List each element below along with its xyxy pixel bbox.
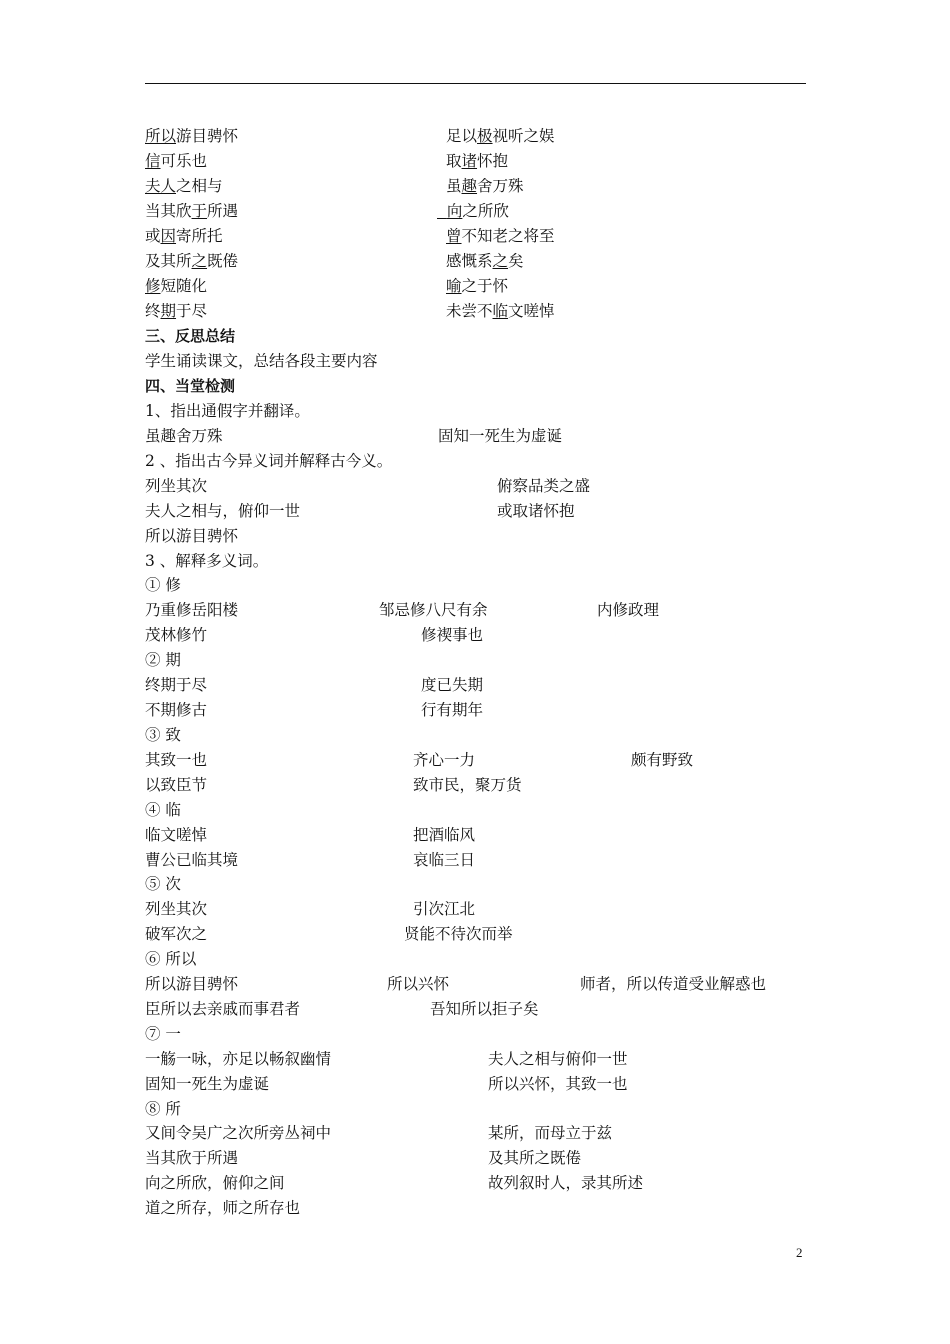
keyword: 趣: [461, 177, 478, 195]
keyword: 之: [191, 252, 208, 270]
keyword: 所以: [145, 127, 177, 145]
keyword: 之: [492, 252, 509, 270]
header-rule: [145, 83, 806, 84]
group-label: ⑥ 所以: [145, 950, 197, 968]
page-number: 2: [796, 1245, 803, 1260]
keyword: 临: [492, 302, 509, 320]
question-title: 2 、指出古今异义词并解释古今义。: [145, 452, 393, 470]
section-heading: 三、反思总结: [145, 327, 236, 345]
keyword: 修: [145, 277, 161, 295]
keyword: 信: [145, 152, 161, 170]
section-text: 学生诵读课文，总结各段主要内容: [145, 352, 378, 370]
keyword: 诸: [461, 152, 478, 170]
keyword: 曾: [446, 227, 462, 245]
question-title: 3 、解释多义词。: [145, 552, 269, 570]
group-label: ② 期: [145, 651, 181, 669]
keyword: 喻: [446, 277, 462, 295]
group-label: ⑤ 次: [145, 875, 181, 893]
group-label: ⑧ 所: [145, 1100, 181, 1118]
keyword: 极: [477, 127, 493, 145]
group-label: ① 修: [145, 576, 181, 594]
keyword: 因: [160, 227, 177, 245]
keyword: 于: [191, 202, 208, 220]
group-label: ③ 致: [145, 726, 181, 744]
section-heading: 四、当堂检测: [145, 377, 236, 395]
keyword: 期: [160, 302, 177, 320]
keyword: 夫人: [145, 177, 177, 195]
group-label: ④ 临: [145, 801, 181, 819]
question-title: 1、指出通假字并翻译。: [145, 402, 310, 420]
keyword: 向: [446, 202, 463, 220]
group-label: ⑦ 一: [145, 1025, 181, 1043]
